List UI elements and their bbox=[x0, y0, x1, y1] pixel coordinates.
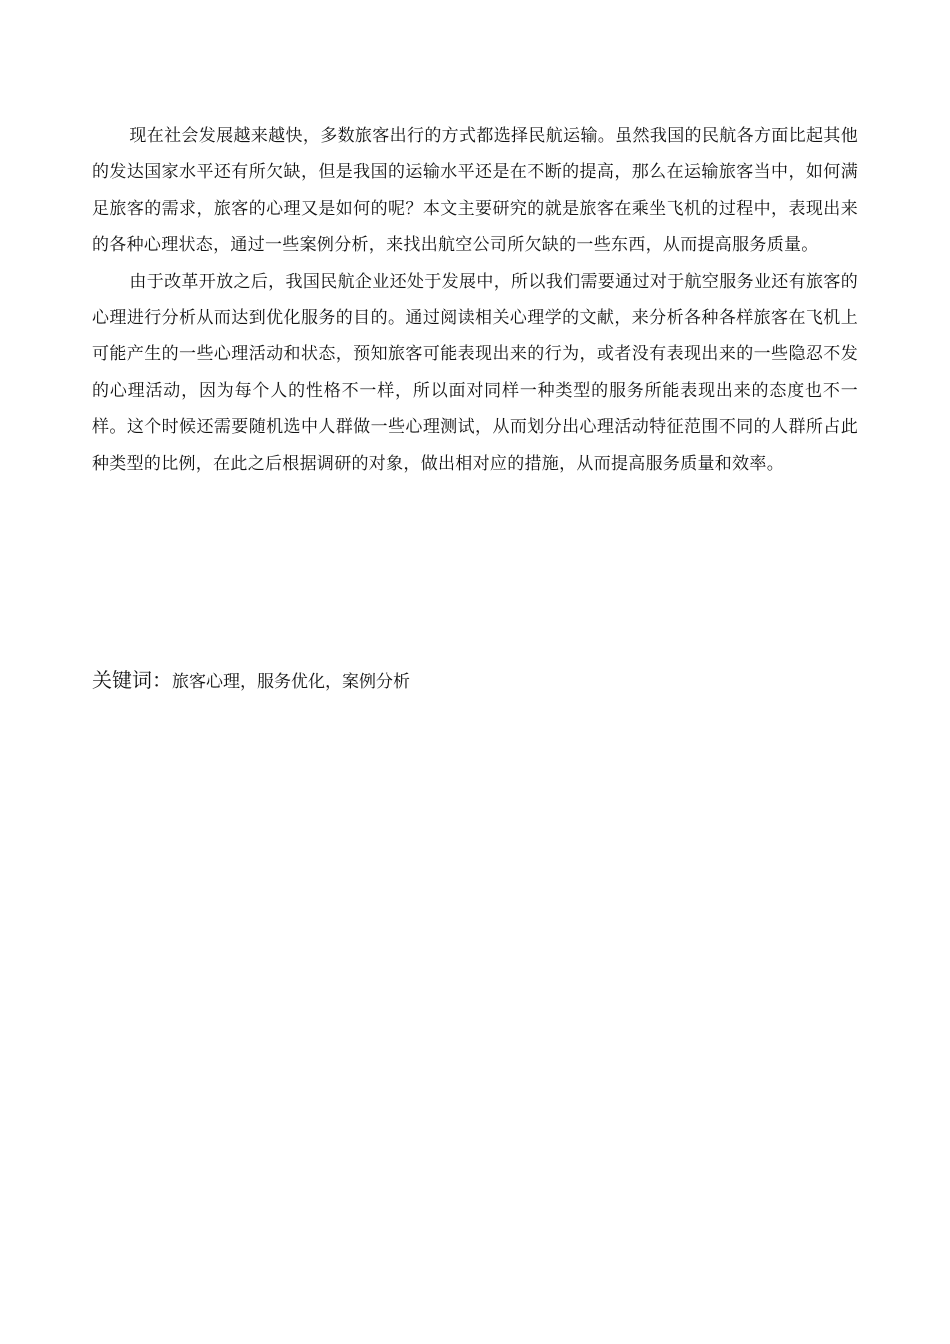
keywords-label: 关键词： bbox=[92, 668, 172, 692]
abstract-paragraph-2: 由于改革开放之后，我国民航企业还处于发展中，所以我们需要通过对于航空服务业还有旅客的心理进行分析从而达到优化服务的目的。通过阅读相关心理学的文献，来分析各种各样旅客在飞机上可能产生的一些心理活动和状态，预知旅客可能表现出来的行为，或者没有表现出来的一些隐忍不发的心理活动，因为每个人的性格不一样，所以面对同样一种类型的服务所能表现出来的态度也不一样。这个时候还需要随机选中人群做一些心理测试，从而划分出心理活动特征范围不同的人群所占此种类型的比例，在此之后根据调研的对象，做出相对应的措施，从而提高服务质量和效率。 bbox=[92, 271, 858, 474]
abstract-paragraph-1: 现在社会发展越来越快，多数旅客出行的方式都选择民航运输。虽然我国的民航各方面比起其他的发达国家水平还有所欠缺，但是我国的运输水平还是在不断的提高，那么在运输旅客当中，如何满足旅客的需求，旅客的心理又是如何的呢？本文主要研究的就是旅客在乘坐飞机的过程中，表现出来的各种心理状态，通过一些案例分析，来找出航空公司所欠缺的一些东西，从而提高服务质量。 bbox=[92, 126, 858, 256]
keywords-text: 旅客心理，服务优化，案例分析 bbox=[172, 672, 410, 692]
abstract-body bbox=[92, 118, 858, 482]
keywords-line bbox=[92, 664, 858, 693]
